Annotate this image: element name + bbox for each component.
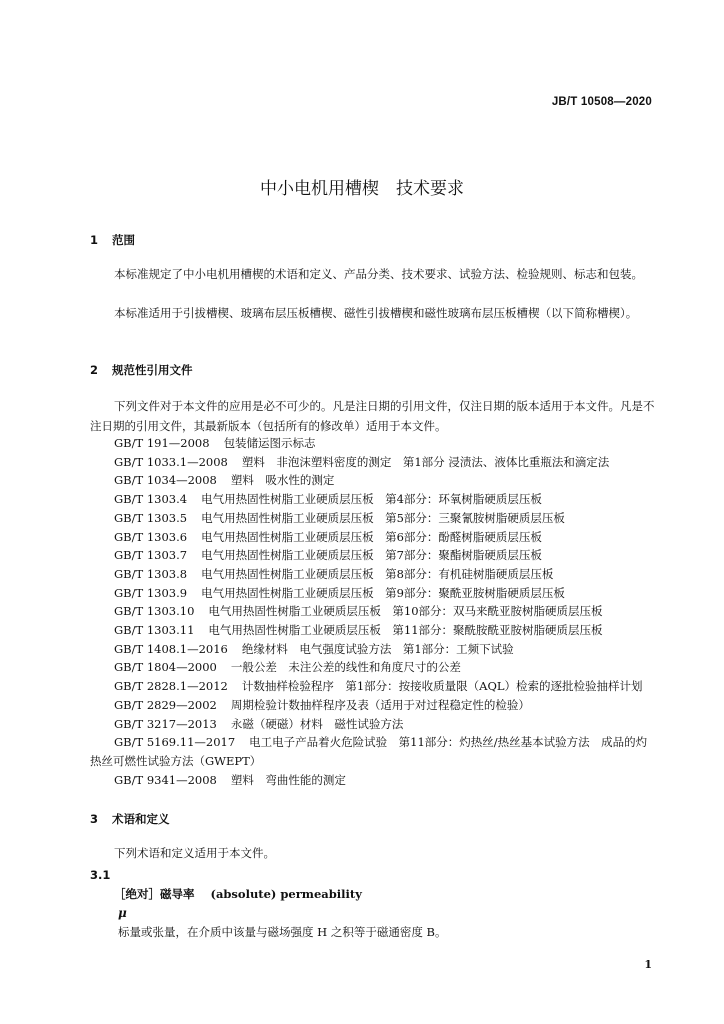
section-heading-terms-definitions [90,811,170,827]
reference-item [90,677,658,696]
section-title: 范围 [112,233,135,247]
term-definition: 标量或张量，在介质中该量与磁场强度 H 之积等于磁通密度 B。 [118,925,447,939]
reference-item [90,546,658,565]
document-code: JB/T 10508—2020 [551,96,652,108]
reference-title: 电气用热固性树脂工业硬质层压板 第7部分：聚酯树脂硬质层压板 [201,548,542,563]
reference-code: GB/T 1303.4 [114,492,188,507]
reference-item [90,565,658,584]
page-title: 中小电机用槽楔 技术要求 [260,179,464,199]
reference-code: GB/T 2829—2002 [114,697,217,712]
scope-paragraph-1: 本标准规定了中小电机用槽楔的术语和定义、产品分类、技术要求、试验方法、检验规则、标志和包装。 [114,267,643,281]
reference-item [90,528,658,547]
reference-code: GB/T 5169.11—2017 [114,735,236,750]
section-title: 术语和定义 [112,812,170,826]
reference-title: 塑料 吸水性的测定 [230,473,335,488]
reference-title: 电气用热固性树脂工业硬质层压板 第6部分：酚醛树脂硬质层压板 [201,529,542,544]
reference-item [90,658,658,677]
reference-code: GB/T 1303.7 [114,548,188,563]
reference-title: 电气用热固性树脂工业硬质层压板 第11部分：聚酰胺酰亚胺树脂硬质层压板 [208,623,603,638]
reference-item [90,434,658,453]
reference-code: GB/T 1303.6 [114,529,188,544]
reference-title: 电气用热固性树脂工业硬质层压板 第5部分：三聚氰胺树脂硬质层压板 [201,510,565,525]
reference-list [90,434,658,789]
term-symbol: μ [118,906,127,920]
reference-code: GB/T 1303.9 [114,585,188,600]
reference-title: 计数抽样检验程序 第1部分：按接收质量限（AQL）检索的逐批检验抽样计划 [241,679,643,694]
reference-item [90,509,658,528]
reference-item [90,715,658,734]
term-number: 3.1 [90,868,111,882]
term-heading [114,886,362,902]
reference-item [90,696,658,715]
section-number: 3 [90,812,99,826]
scope-paragraph-2: 本标准适用于引拔槽楔、玻璃布层压板槽楔、磁性引拔槽楔和磁性玻璃布层压板槽楔（以下简称槽楔）。 [114,306,638,320]
reference-code: GB/T 1408.1—2016 [114,641,228,656]
reference-title: 电气用热固性树脂工业硬质层压板 第4部分：环氧树脂硬质层压板 [201,492,542,507]
reference-code: GB/T 1033.1—2008 [114,454,228,469]
term-name-en: (absolute) permeability [210,887,362,901]
reference-title: 电工电子产品着火危险试验 第11部分：灼热丝/热丝基本试验方法 成品的灼热丝可燃性试验方法（GWEPT） [90,735,648,768]
reference-title: 塑料 弯曲性能的测定 [230,772,346,787]
reference-item [90,733,658,770]
reference-title: 绝缘材料 电气强度试验方法 第1部分：工频下试验 [241,641,514,656]
section-number: 2 [90,363,99,377]
reference-code: GB/T 191—2008 [114,436,210,450]
reference-title: 永磁（硬磁）材料 磁性试验方法 [230,716,404,731]
term-name-zh: ［绝对］磁导率 [114,887,195,901]
reference-item [90,471,658,490]
reference-code: GB/T 1303.10 [114,604,195,619]
references-intro: 下列文件对于本文件的应用是必不可少的。凡是注日期的引用文件，仅注日期的版本适用于本文件。凡是不注日期的引用文件，其最新版本（包括所有的修改单）适用于本文件。 [90,399,655,433]
reference-item [90,621,658,640]
reference-item [90,453,658,472]
section-heading-scope [90,232,135,248]
reference-title: 周期检验计数抽样程序及表（适用于对过程稳定性的检验） [230,697,530,712]
section-title: 规范性引用文件 [112,363,193,377]
terms-intro: 下列术语和定义适用于本文件。 [114,846,275,860]
reference-code: GB/T 1804—2000 [114,660,217,675]
reference-code: GB/T 1034—2008 [114,473,217,488]
section-heading-normative-references [90,362,193,378]
reference-item [90,602,658,621]
reference-title: 电气用热固性树脂工业硬质层压板 第9部分：聚酰亚胺树脂硬质层压板 [201,585,565,600]
section-number: 1 [90,233,99,247]
reference-item [90,584,658,603]
reference-item [90,771,658,790]
reference-title: 包装储运图示标志 [223,436,316,450]
reference-item [90,490,658,509]
reference-code: GB/T 9341—2008 [114,772,217,787]
page-number: 1 [644,958,652,971]
reference-title: 电气用热固性树脂工业硬质层压板 第10部分：双马来酰亚胺树脂硬质层压板 [208,604,603,619]
reference-code: GB/T 2828.1—2012 [114,679,228,694]
reference-code: GB/T 1303.8 [114,566,188,581]
reference-title: 一般公差 未注公差的线性和角度尺寸的公差 [230,660,461,675]
reference-title: 塑料 非泡沫塑料密度的测定 第1部分 浸渍法、液体比重瓶法和滴定法 [241,454,610,469]
reference-code: GB/T 1303.5 [114,510,188,525]
reference-code: GB/T 3217—2013 [114,716,217,731]
reference-item [90,640,658,659]
reference-code: GB/T 1303.11 [114,623,195,638]
reference-title: 电气用热固性树脂工业硬质层压板 第8部分：有机硅树脂硬质层压板 [201,566,554,581]
